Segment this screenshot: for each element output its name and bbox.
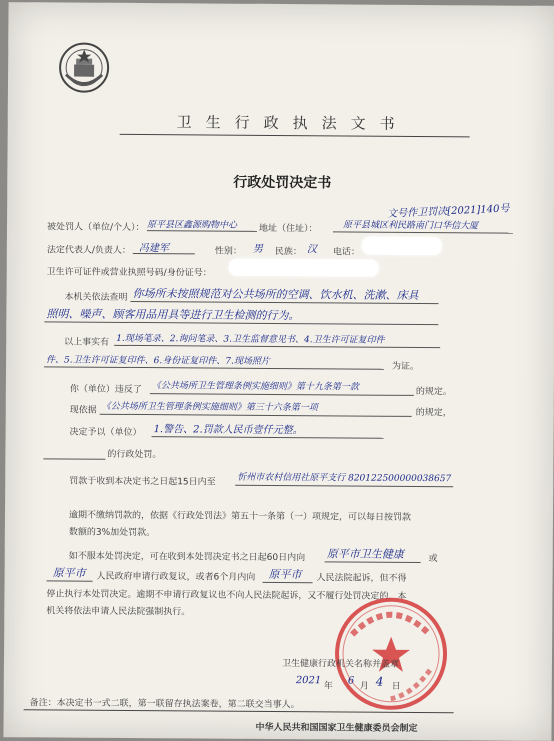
license-label: 卫生许可证件或营业执照号码/身份证号：	[46, 267, 212, 279]
evidence-suffix: 为证。	[392, 361, 420, 372]
official-seal-icon	[332, 594, 451, 713]
decision-suffix: 的行政处罚。	[107, 449, 162, 461]
signature-year: 2021	[295, 675, 322, 687]
party-label: 被处罚人（单位/个人）：	[46, 222, 145, 234]
investigation-finding-2: 照明、噪声、顾客用品用具等进行卫生检测的行为。	[46, 307, 300, 323]
payment-text: 罚款于收到本决定书之日起15日内至	[69, 476, 216, 488]
national-emblem-icon	[58, 40, 110, 94]
overdue-line-1: 逾期不缴纳罚款的，依据《行政处罚法》第五十一条第（一）项规定，可以每日按罚款	[68, 510, 412, 523]
investigation-intro: 本机关依法查明	[64, 292, 128, 303]
appeal-line-4: 机关将依法申请人民法院强制执行。	[46, 606, 191, 618]
violation-prefix: 你（单位）违反了	[69, 384, 142, 396]
appeal-government: 原平市	[52, 566, 86, 580]
appeal-court: 原平市	[268, 567, 302, 582]
appeal-line-2-suffix: 人民法院起诉，但不得	[316, 573, 407, 584]
appeal-court-underline	[263, 582, 313, 583]
appeal-government-underline	[47, 580, 93, 581]
basis-suffix: 的规定，	[415, 407, 452, 419]
basis-underline	[100, 414, 412, 417]
gender-label: 性别：	[214, 246, 242, 257]
footer-note: 备注：本决定书一式二联，第一联留存执法案卷，第二联交当事人。	[29, 698, 300, 711]
address-underline	[333, 231, 513, 233]
phone-redaction	[362, 237, 442, 256]
header-divider	[120, 134, 470, 137]
phone-label: 电话：	[332, 247, 360, 258]
appeal-line-1-suffix: 或	[428, 554, 438, 565]
appeal-line-2-mid: 人民政府申请行政复议，或者6个月内向	[96, 571, 256, 583]
investigation-finding-1: 你场所未按照规范对公共场所的空调、饮水机、洗漱、床具	[132, 286, 419, 302]
decision-underline-2	[43, 458, 105, 459]
signature-year-suffix: 年	[323, 681, 333, 692]
document-number: 文号作卫罚决[2021]140号	[387, 203, 510, 220]
signature-month-suffix: 月	[359, 681, 369, 692]
overdue-line-2: 数额的3%加处罚款。	[68, 527, 156, 539]
payment-account: 忻州市农村信用社原平支行 820122500000038657	[237, 472, 452, 485]
signature-day-suffix: 日	[391, 681, 401, 692]
signature-month: 6	[347, 675, 355, 687]
license-redaction	[229, 259, 379, 277]
signature-org: 卫生健康行政机关名称并盖章	[281, 659, 400, 670]
address-label: 地址（住址）：	[258, 223, 318, 235]
evidence-underline-1	[114, 345, 440, 348]
rep-label: 法定代表人/负责人：	[46, 245, 131, 256]
party-underline	[147, 230, 257, 232]
decision-value: 1.警告、2.罚款人民币壹仟元整。	[153, 424, 303, 437]
evidence-list-2: 件、5.卫生许可证复印件、6.身份证复印件、7.现场照片	[46, 355, 270, 367]
appeal-line-1-prefix: 如不服本处罚决定，可在收到本处罚决定书之日起60日内向	[68, 551, 306, 564]
rep-underline	[133, 253, 195, 254]
appeal-agency: 原平市卫生健康	[326, 547, 404, 561]
violation-suffix: 的规定。	[415, 386, 452, 398]
violation-value: 《公共场所卫生管理条例实施细则》第十九条第一款	[151, 381, 359, 393]
party-value: 原平县区鑫源购物中心	[146, 220, 238, 231]
payment-underline	[235, 485, 453, 488]
appeal-agency-underline	[325, 561, 421, 563]
signature-day: 4	[375, 674, 384, 689]
evidence-list-1: 1.现场笔录、2.询问笔录、3.卫生监督意见书、4.卫生许可证复印件	[116, 333, 385, 346]
basis-value: 《公共场所卫生管理条例实施细则》第三十六条第一项	[101, 401, 318, 414]
ethnicity-label: 民族：	[274, 246, 302, 258]
document-page	[3, 2, 554, 741]
appeal-line-3: 停止执行本处罚决定。逾期不申请行政复议也不向人民法院起诉，又不履行处罚决定的，本	[46, 589, 407, 602]
evidence-underline-2	[44, 366, 384, 369]
rep-value: 冯建军	[138, 243, 169, 255]
violation-underline	[150, 393, 414, 396]
address-value: 原平县城区利民路南门口华信大厦	[342, 220, 479, 232]
ethnicity-value: 汉	[306, 244, 317, 256]
header-title: 卫生行政执法文书	[176, 113, 409, 133]
basis-prefix: 现依据	[69, 405, 97, 416]
document-title: 行政处罚决定书	[233, 174, 332, 192]
decision-underline	[152, 436, 384, 439]
evidence-label: 以上事实有	[64, 337, 110, 348]
investigation-underline-2	[44, 321, 438, 325]
decision-prefix: 决定予以（单位）	[69, 427, 142, 439]
gender-value: 男	[252, 243, 263, 255]
footer-issuer: 中华人民共和国国家卫生健康委员会制定	[255, 722, 418, 734]
